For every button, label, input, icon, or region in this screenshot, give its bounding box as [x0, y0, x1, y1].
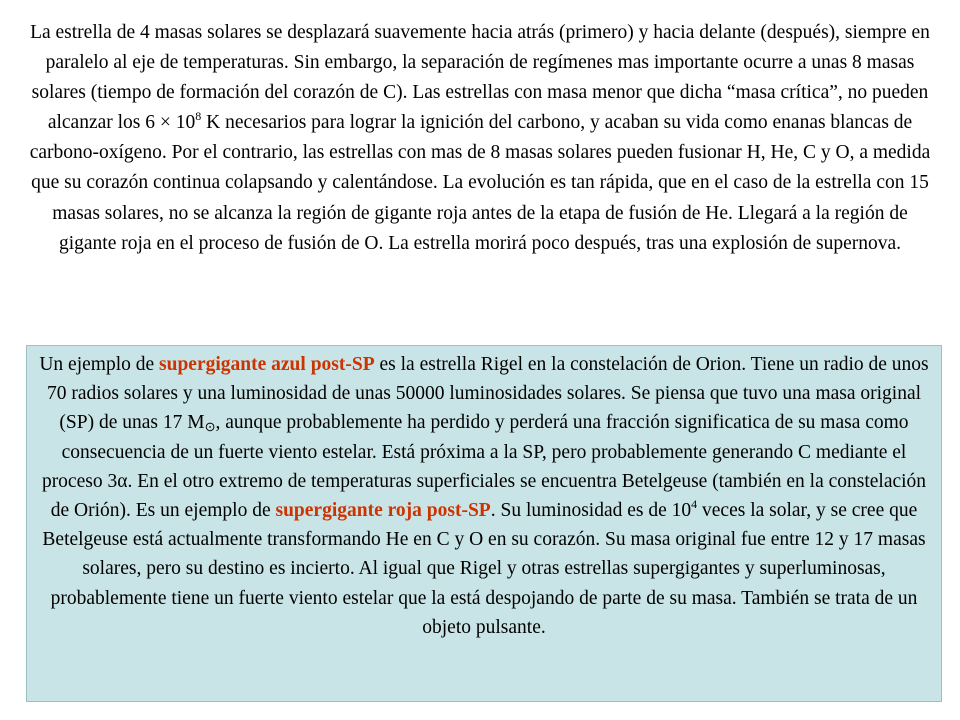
highlight-red-supergiant: supergigante roja post-SP: [275, 500, 491, 522]
power-exponent: 8: [195, 109, 202, 124]
info-box-paragraph: [27, 346, 941, 642]
intro-text-2: K necesarios para lograr la ignición del carbono, y acaban su vida como enanas blancas de carbono-oxígeno. Por el contrario, las estrellas con mas de 8 masas solares pueden fusionar H, He, C y O, a medida que su corazón continua colapsando y calentándose. La evolución es tan rápida, que en el caso de la estrella con 15 masas solares, no se alcanza la región de gigante roja antes de la etapa de fusión de He. Llegará a la región de gigante roja en el proceso de fusión de O. La estrella morirá poco después, tras una explosión de supernova.: [29, 112, 931, 254]
box-text-3: , aunque probablemente ha perdido y perderá una fracción significatica de su masa como consecuencia de un fuerte viento estelar. Está próxima a la SP, pero probablemente generando C mediante el proceso 3: [41, 412, 909, 492]
highlight-blue-supergiant: supergigante azul post-SP: [159, 354, 375, 375]
times-symbol: ×: [159, 112, 171, 134]
intro-text-1: La estrella de 4 masas solares se desplazará suavemente hacia atrás (primero) y hacia delante (después), siempre en paralelo al eje de temperaturas. Sin embargo, la separación de regímenes mas importante ocurre a unas 8 masas solares (tiempo de formación del corazón de C). Las estrellas con masa menor que dicha “masa crítica”, no pueden alcanzar los 6: [30, 22, 930, 134]
box-text-6: veces la solar, y se cree que Betelgeuse está actualmente transformando He en C y O en su corazón. Su masa original fue entre 12 y 17 masas solares, pero su destino es incierto. Al igual que Rigel y otras estrellas supergigantes y superluminosas, probablemente tiene un fuerte viento estelar que la está despojando de parte de su masa. También se trata de un objeto pulsante.: [42, 500, 926, 638]
box-text-4: . En el otro extremo de temperaturas superficiales se encuentra Betelgeuse (también en la constelación de Orión). Es un ejemplo de: [50, 470, 927, 522]
sun-symbol: ⊙: [204, 419, 216, 435]
box-text-5: . Su luminosidad es de 10: [490, 500, 692, 522]
luminosity-exponent: 4: [691, 497, 698, 512]
intro-paragraph: [22, 18, 938, 259]
power-base: 10: [170, 112, 196, 134]
info-box: [26, 345, 942, 702]
box-text-1: Un ejemplo de: [39, 354, 160, 375]
box-text-2: es la estrella Rigel en la constelación de Orion. Tiene un radio de unos 70 radios solares y una luminosidad de unas 50000 luminosidades solares. Se piensa que tuvo una masa original (SP) de unas 17 M: [46, 354, 929, 434]
alpha-symbol: α: [117, 470, 128, 492]
